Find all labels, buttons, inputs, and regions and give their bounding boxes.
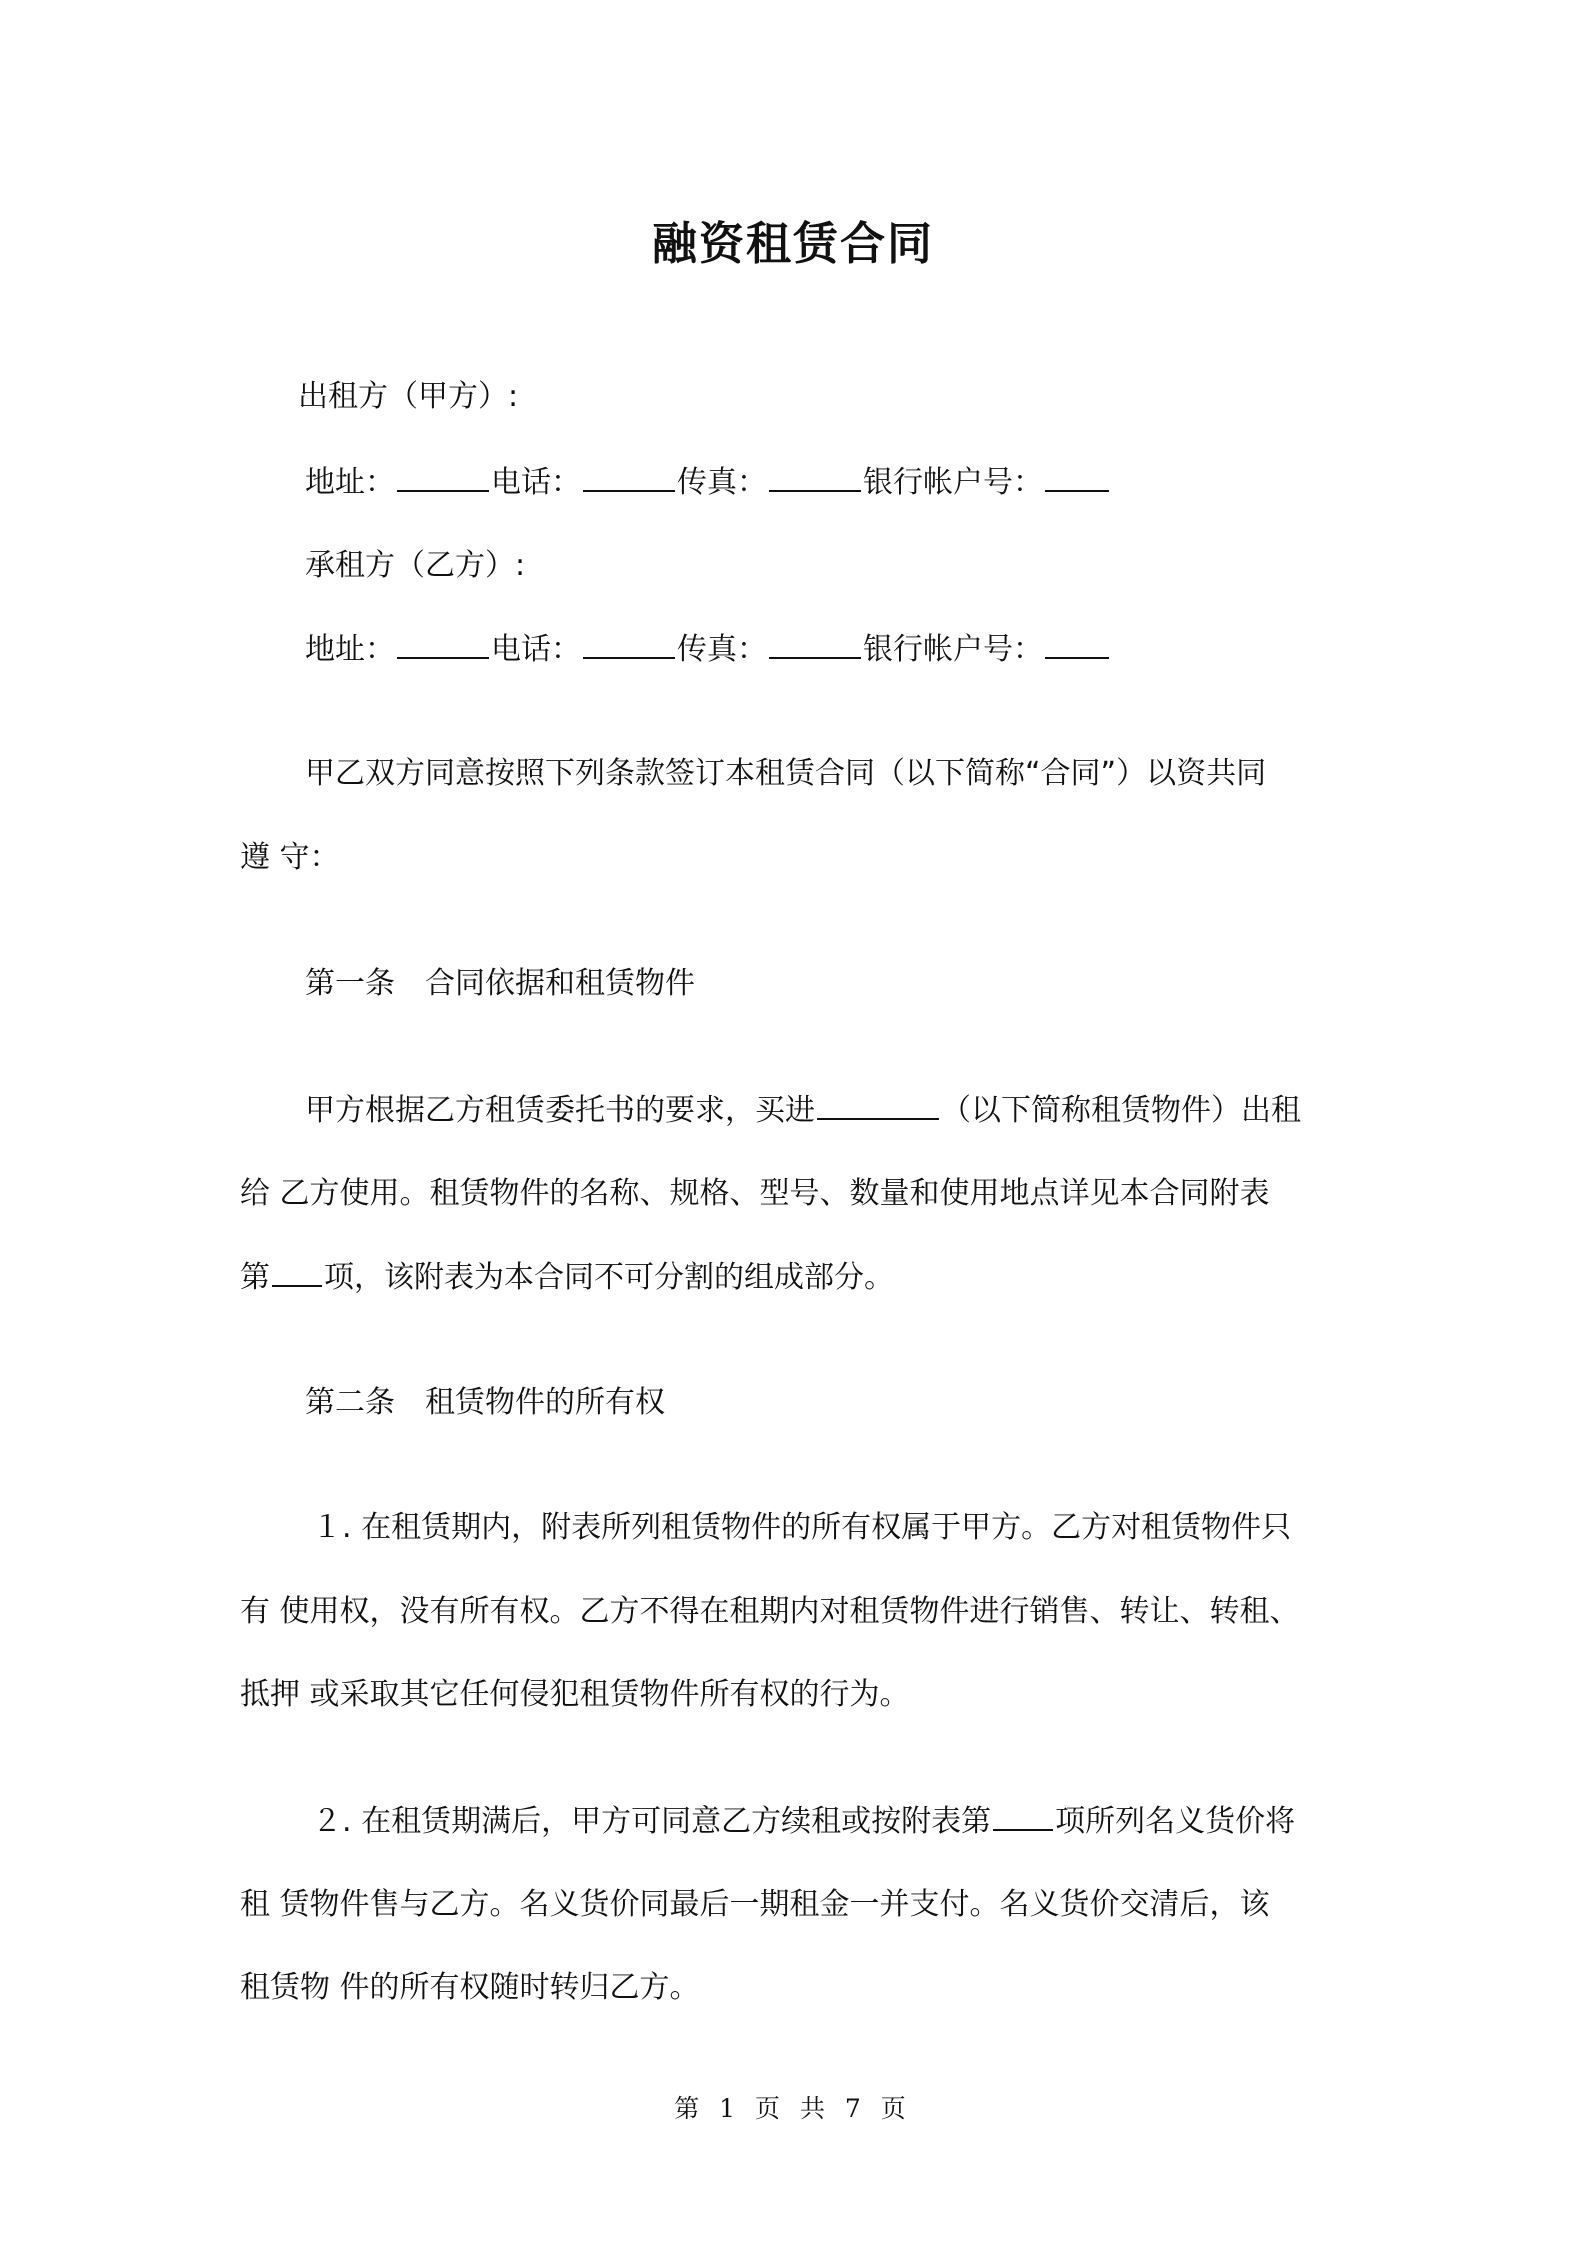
- party-b-bank-label: 银行帐户号：: [863, 632, 1043, 667]
- preamble-line-1: 甲乙双方同意按照下列条款签订本租赁合同（以下简称“合同”）以资共同: [305, 756, 1267, 791]
- party-b-address-label: 地址：: [305, 632, 395, 667]
- party-b-fax-label: 传真：: [677, 632, 767, 667]
- party-b-bank-blank[interactable]: [1045, 629, 1109, 659]
- article-2-clause-2-line-1-start: ２. 在租赁期满后，甲方可同意乙方续租或按附表第: [312, 1804, 992, 1839]
- party-b-address-blank[interactable]: [397, 629, 489, 659]
- article-1-line-1: [305, 1090, 1301, 1131]
- article-2-heading: 第二条 租赁物件的所有权: [305, 1385, 665, 1420]
- article-2-clause-2-line-1: [312, 1801, 1295, 1842]
- page-number-footer: 第 1 页 共 7 页: [674, 2094, 912, 2123]
- party-b-phone-label: 电话：: [491, 632, 581, 667]
- preamble-line-2: 遵 守：: [240, 840, 340, 875]
- article-1-line-1-start: 甲方根据乙方租赁委托书的要求，买进: [305, 1093, 815, 1128]
- party-a-phone-blank[interactable]: [583, 462, 675, 492]
- document-title: 融资租赁合同: [651, 217, 934, 270]
- party-b-contact-line: [305, 629, 1111, 670]
- leased-item-blank[interactable]: [817, 1090, 939, 1120]
- article-2-clause-1-line-3: 抵押 或采取其它任何侵犯租赁物件所有权的行为。: [240, 1677, 910, 1712]
- article-1-line-3: [240, 1257, 894, 1298]
- article-2-clause-1-line-2: 有 使用权，没有所有权。乙方不得在租期内对租赁物件进行销售、转让、转租、: [240, 1594, 1300, 1629]
- article-2-clause-1-line-1: １. 在租赁期内，附表所列租赁物件的所有权属于甲方。乙方对租赁物件只: [312, 1510, 1292, 1545]
- party-a-fax-blank[interactable]: [769, 462, 861, 492]
- party-a-phone-label: 电话：: [491, 465, 581, 500]
- party-a-address-label: 地址：: [305, 465, 395, 500]
- article-1-line-3-end: 项，该附表为本合同不可分割的组成部分。: [324, 1260, 894, 1295]
- party-a-label: 出租方（甲方）:: [298, 379, 519, 414]
- article-1-line-1-end: （以下简称租赁物件）出租: [941, 1093, 1301, 1128]
- party-a-bank-label: 银行帐户号：: [863, 465, 1043, 500]
- party-a-address-blank[interactable]: [397, 462, 489, 492]
- article-1-line-3-start: 第: [240, 1260, 270, 1295]
- party-a-contact-line: [305, 462, 1111, 503]
- party-a-bank-blank[interactable]: [1045, 462, 1109, 492]
- schedule-item-blank[interactable]: [272, 1257, 322, 1287]
- article-1-line-2: 给 乙方使用。租赁物件的名称、规格、型号、数量和使用地点详见本合同附表: [240, 1176, 1270, 1211]
- nominal-price-item-blank[interactable]: [993, 1801, 1053, 1831]
- party-b-phone-blank[interactable]: [583, 629, 675, 659]
- party-b-fax-blank[interactable]: [769, 629, 861, 659]
- party-a-fax-label: 传真：: [677, 465, 767, 500]
- party-b-label: 承租方（乙方）:: [305, 548, 526, 583]
- article-2-clause-2-line-3: 租赁物 件的所有权随时转归乙方。: [240, 1970, 700, 2005]
- article-2-clause-2-line-1-end: 项所列名义货价将: [1055, 1804, 1296, 1839]
- article-2-clause-2-line-2: 租 赁物件售与乙方。名义货价同最后一期租金一并支付。名义货价交清后，该: [240, 1887, 1270, 1922]
- article-1-heading: 第一条 合同依据和租赁物件: [305, 966, 695, 1001]
